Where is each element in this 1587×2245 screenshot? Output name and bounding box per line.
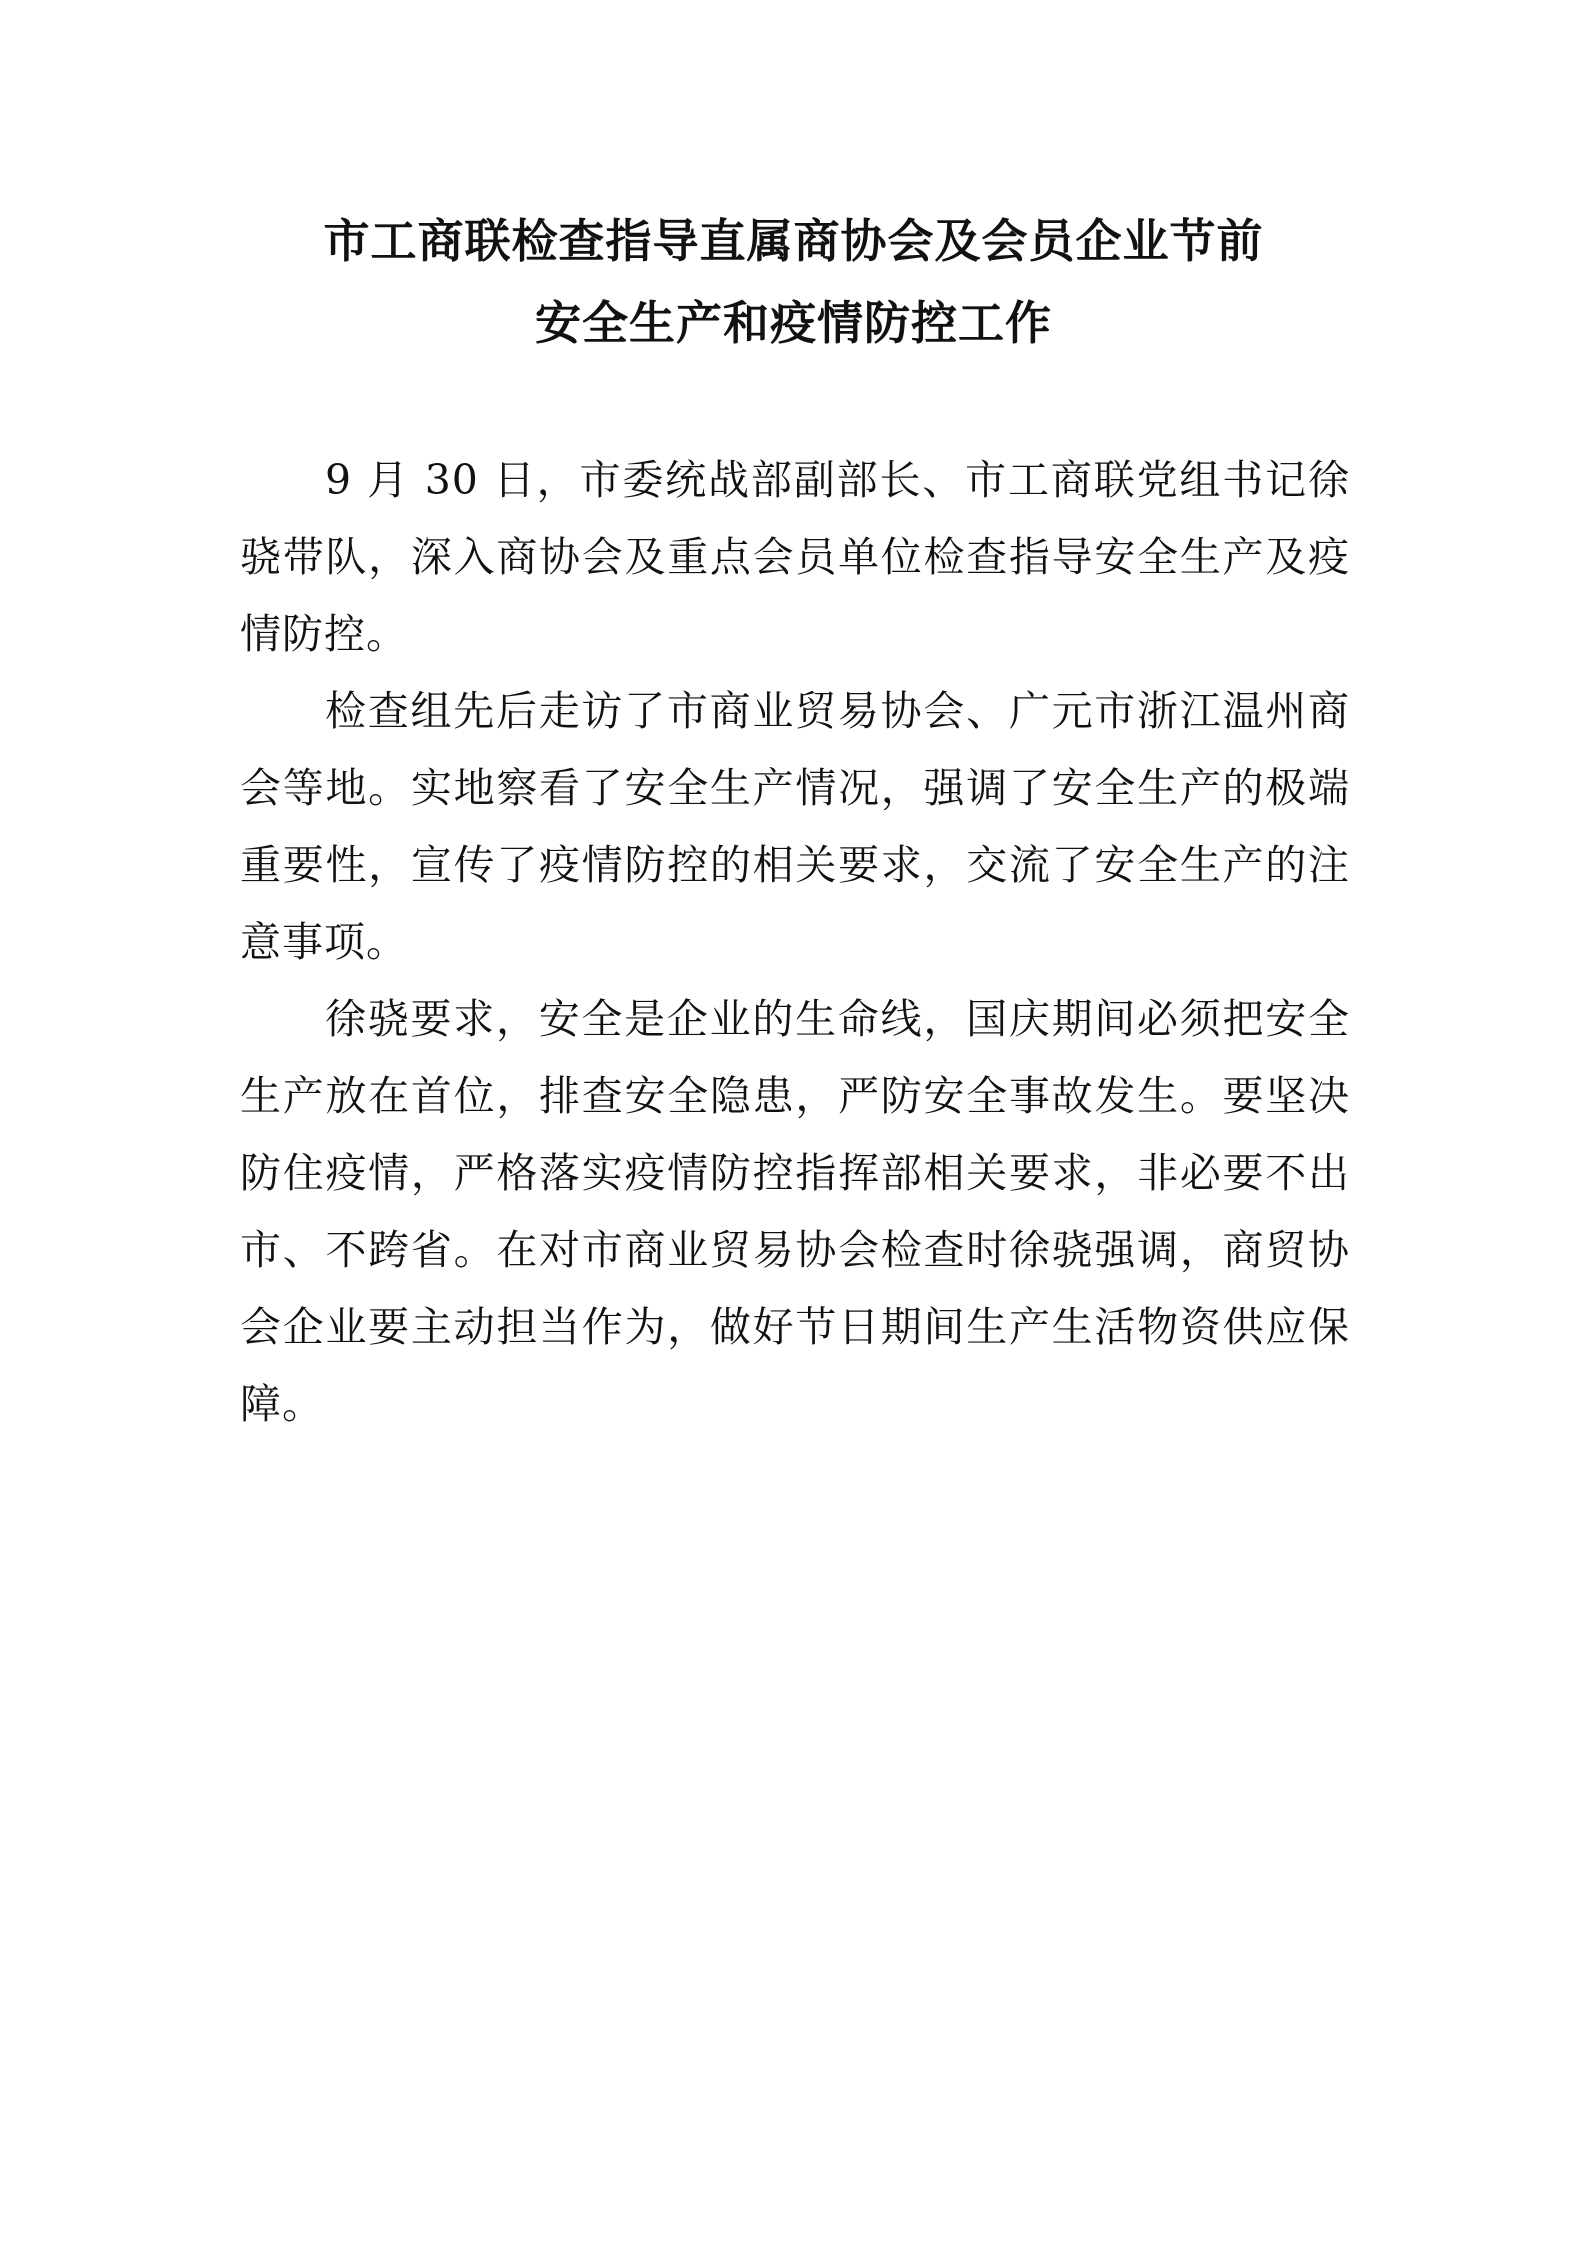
- paragraph-3: 徐骁要求，安全是企业的生命线，国庆期间必须把安全生产放在首位，排查安全隐患，严防安全事故发生。要坚决防住疫情，严格落实疫情防控指挥部相关要求，非必要不出市、不跨省。在对市商业贸易协会检查时徐骁强调，商贸协会企业要主动担当作为，做好节日期间生产生活物资供应保障。: [240, 995, 1350, 1428]
- page-title: [240, 200, 1347, 364]
- paragraph-2: 检查组先后走访了市商业贸易协会、广元市浙江温州商会等地。实地察看了安全生产情况，强调了安全生产的极端重要性，宣传了疫情防控的相关要求，交流了安全生产的注意事项。: [240, 687, 1350, 966]
- article-body: [240, 442, 1350, 1443]
- paragraph-1: 9 月 30 日，市委统战部副部长、市工商联党组书记徐骁带队，深入商协会及重点会员单位检查指导安全生产及疫情防控。: [240, 456, 1350, 658]
- title-line-1: 市工商联检查指导直属商协会及会员企业节前: [323, 214, 1264, 268]
- title-line-2: 安全生产和疫情防控工作: [535, 296, 1052, 350]
